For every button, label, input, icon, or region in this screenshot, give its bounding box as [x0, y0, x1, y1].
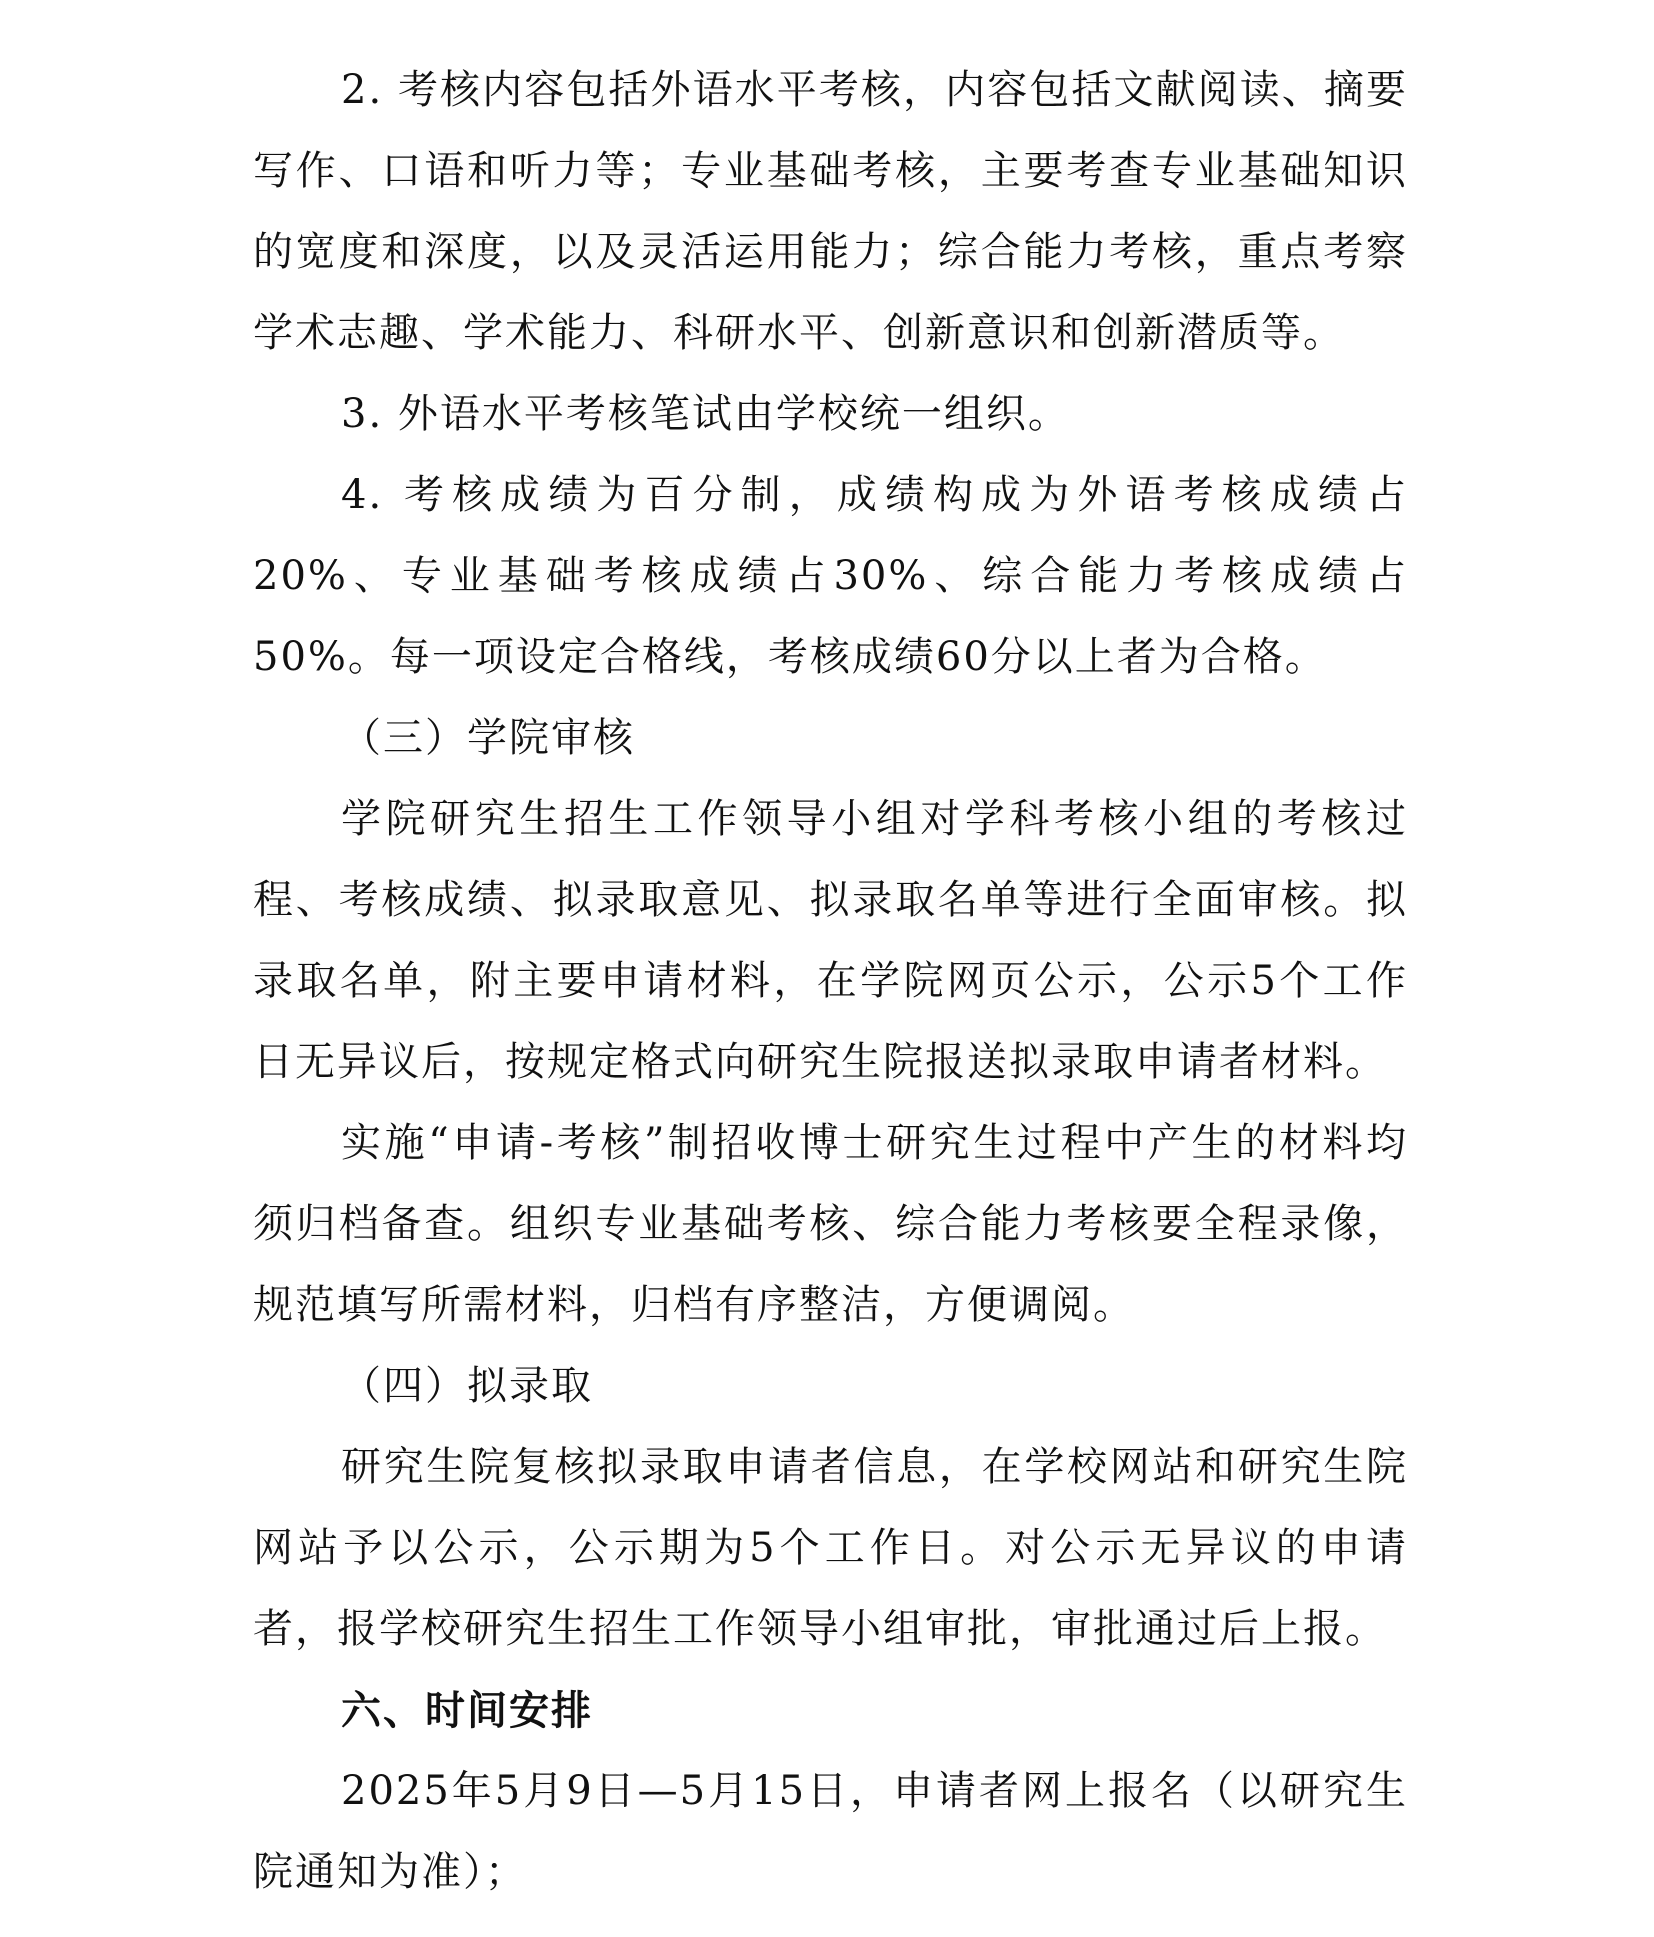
paragraph-scoring: 4. 考核成绩为百分制，成绩构成为外语考核成绩占20%、专业基础考核成绩占30%、综合能力考核成绩占50%。每一项设定合格线，考核成绩60分以上者为合格。 [253, 472, 1408, 680]
section-heading-admission: （四）拟录取 [341, 1363, 593, 1409]
paragraph-schedule-registration: 2025年5月9日—5月15日，申请者网上报名（以研究生院通知为准）； [253, 1768, 1408, 1895]
section-heading-schedule: 六、时间安排 [341, 1687, 593, 1734]
paragraph-college-review: 学院研究生招生工作领导小组对学科考核小组的考核过程、考核成绩、拟录取意见、拟录取名单等进行全面审核。拟录取名单，附主要申请材料，在学院网页公示，公示5个工作日无异议后，按规定格式向研究生院报送拟录取申请者材料。 [253, 796, 1408, 1085]
paragraph-archiving: 实施“申请-考核”制招收博士研究生过程中产生的材料均须归档备查。组织专业基础考核、综合能力考核要全程录像，规范填写所需材料，归档有序整洁，方便调阅。 [253, 1120, 1408, 1328]
paragraph-assessment-content: 2. 考核内容包括外语水平考核，内容包括文献阅读、摘要写作、口语和听力等；专业基础考核，主要考查专业基础知识的宽度和深度，以及灵活运用能力；综合能力考核，重点考察学术志趣、学术能力、科研水平、创新意识和创新潜质等。 [253, 67, 1408, 356]
paragraph-foreign-language-exam: 3. 外语水平考核笔试由学校统一组织。 [341, 391, 1070, 437]
paragraph-admission: 研究生院复核拟录取申请者信息，在学校网站和研究生院网站予以公示，公示期为5个工作日。对公示无异议的申请者，报学校研究生招生工作领导小组审批，审批通过后上报。 [253, 1444, 1408, 1652]
document-page [253, 50, 1408, 1913]
section-heading-college-review: （三）学院审核 [341, 715, 635, 761]
